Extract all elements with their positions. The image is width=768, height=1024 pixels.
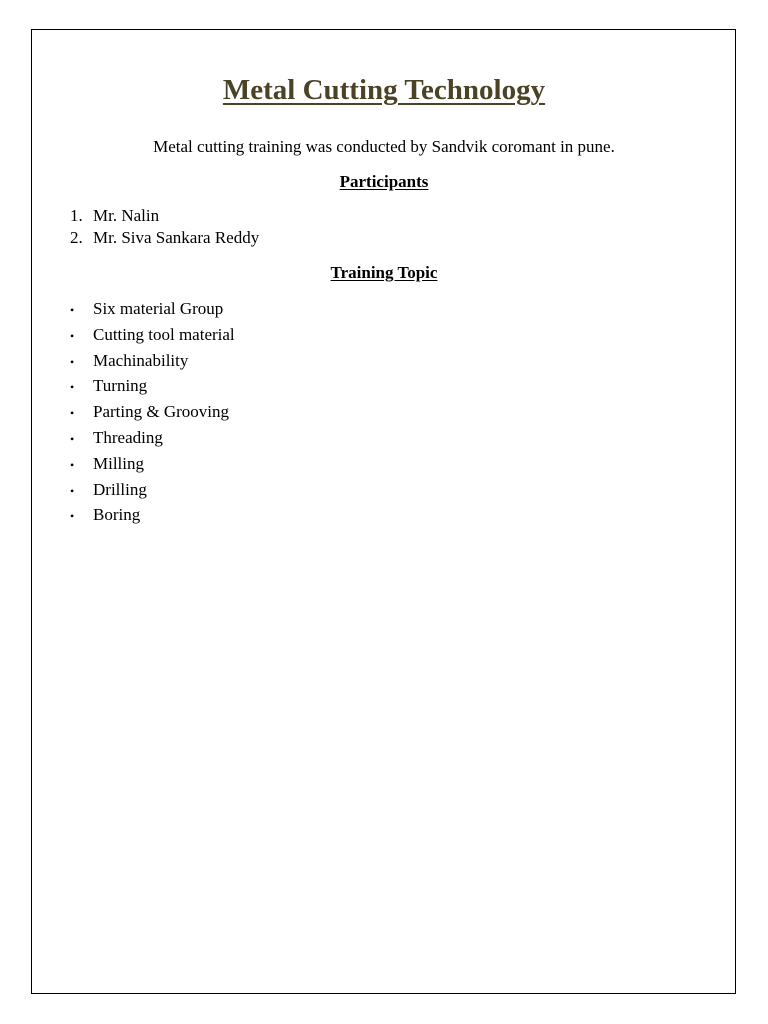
- bullet-icon: •: [70, 406, 75, 421]
- training-topic-list: [70, 297, 235, 529]
- list-item: [70, 323, 235, 349]
- intro-text: Metal cutting training was conducted by Sandvik coromant in pune.: [153, 137, 615, 156]
- list-item: [70, 503, 235, 529]
- list-item: [70, 400, 235, 426]
- participant-name: Mr. Nalin: [93, 206, 160, 225]
- participant-name: Mr. Siva Sankara Reddy: [93, 228, 260, 247]
- list-item: [70, 452, 235, 478]
- bullet-icon: •: [70, 483, 75, 498]
- topic-text: Cutting tool material: [93, 324, 235, 344]
- list-item: [70, 478, 235, 504]
- list-number: 1.: [70, 206, 83, 225]
- topic-text: Drilling: [93, 479, 147, 499]
- list-item: [70, 349, 235, 375]
- document-title: Metal Cutting Technology: [222, 74, 546, 106]
- list-number: 2.: [70, 228, 83, 247]
- topic-text: Six material Group: [93, 299, 224, 318]
- participants-heading: Participants: [339, 172, 429, 191]
- list-item: [70, 205, 259, 227]
- topic-text: Threading: [93, 427, 163, 447]
- list-item: [70, 297, 235, 323]
- list-item: [70, 227, 259, 249]
- participants-list: [70, 205, 259, 249]
- list-item: [70, 426, 235, 452]
- bullet-icon: •: [70, 328, 75, 343]
- list-item: [70, 374, 235, 400]
- bullet-icon: •: [70, 380, 75, 395]
- topic-text: Turning: [93, 376, 148, 396]
- topic-text: Milling: [93, 453, 145, 473]
- bullet-icon: •: [70, 457, 75, 472]
- topic-text: Boring: [93, 505, 141, 525]
- topic-text: Parting & Grooving: [93, 402, 229, 422]
- bullet-icon: •: [70, 509, 75, 524]
- training-topic-heading: Training Topic: [330, 263, 438, 282]
- bullet-icon: •: [70, 431, 75, 446]
- topic-text: Machinability: [93, 350, 189, 370]
- bullet-icon: •: [70, 354, 75, 369]
- bullet-icon: •: [70, 303, 75, 317]
